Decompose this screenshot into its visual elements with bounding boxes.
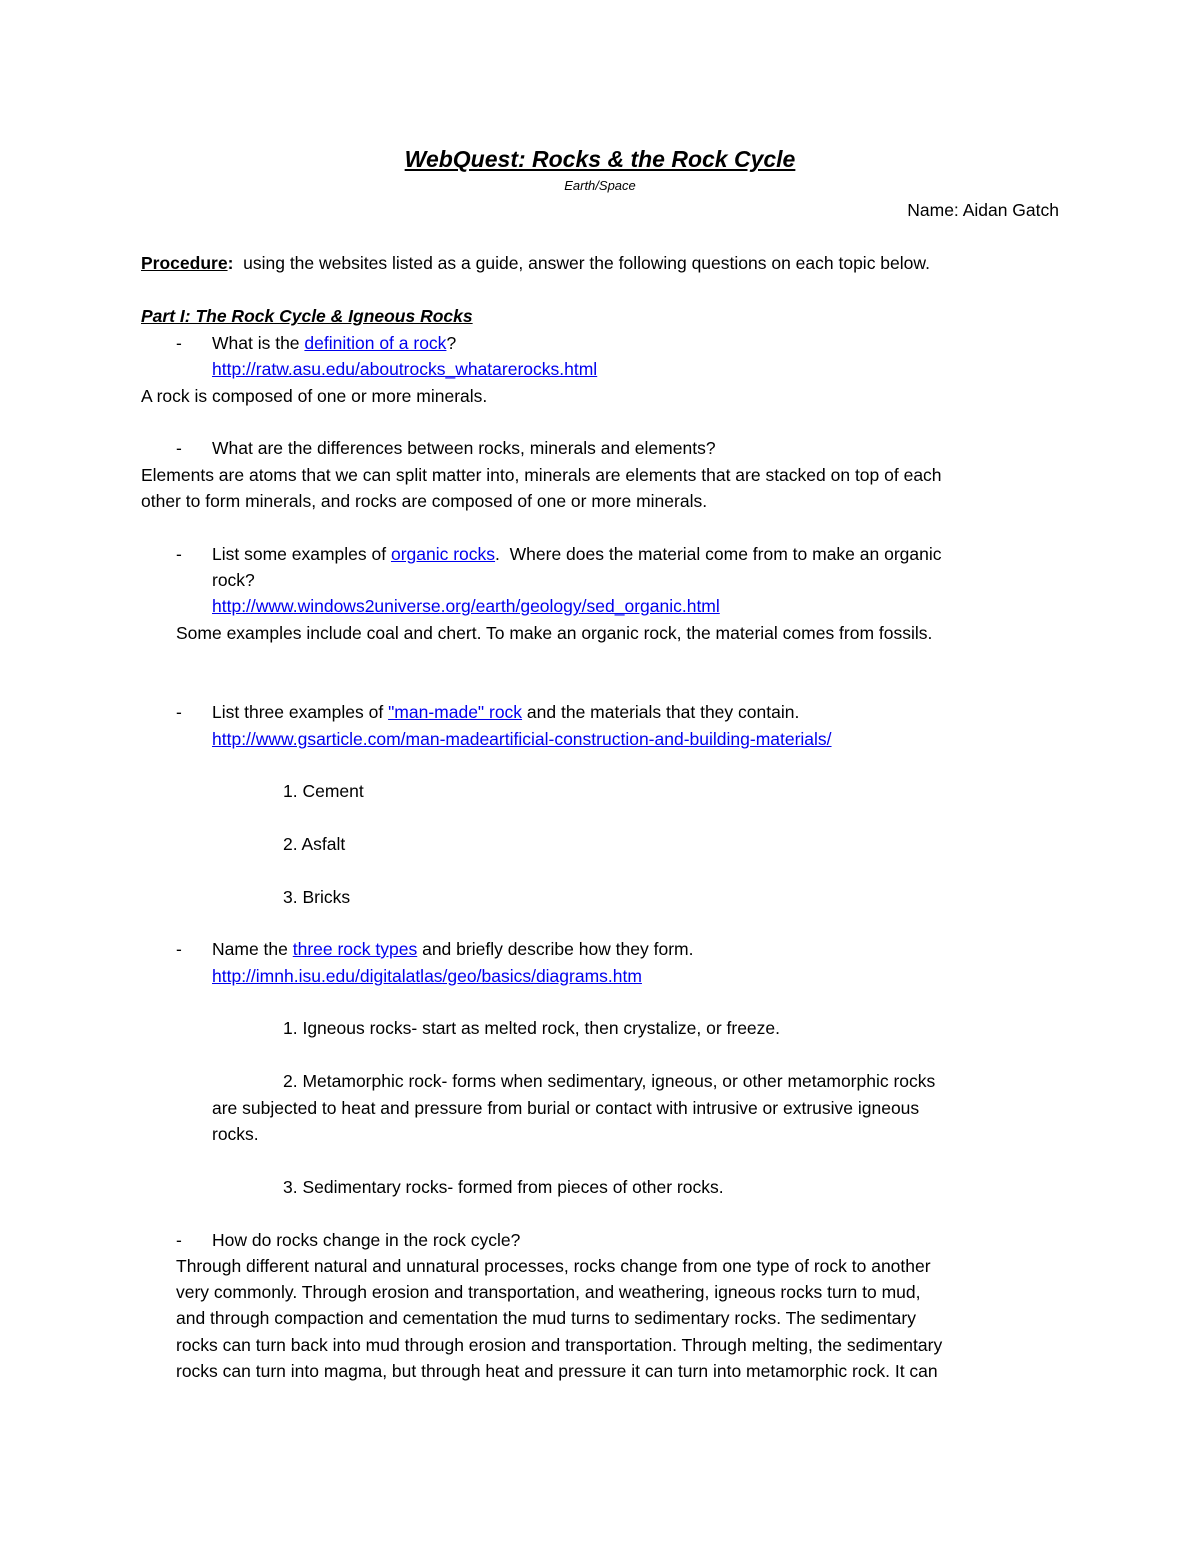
q5-post: and briefly describe how they form.: [417, 939, 694, 959]
q1-pre: What is the: [212, 333, 305, 353]
q3-bullet: -: [176, 544, 182, 564]
q4-bullet: -: [176, 702, 182, 722]
q6-answer-line: very commonly. Through erosion and transportation, and weathering, igneous rocks turn to mud,: [176, 1282, 921, 1302]
student-name: Name: Aidan Gatch: [907, 200, 1059, 220]
q6-answer-line: Through different natural and unnatural processes, rocks change from one type of rock to another: [176, 1256, 931, 1276]
q6-answer-line: rocks can turn into magma, but through heat and pressure it can turn into metamorphic rock. It can: [176, 1361, 938, 1381]
q3-post: . Where does the material come from to make an organic: [495, 544, 942, 564]
q2-answer-line-1: Elements are atoms that we can split matter into, minerals are elements that are stacked on top of each: [141, 465, 942, 485]
q1-answer: A rock is composed of one or more minerals.: [141, 386, 488, 406]
q5-item-2-line-2: are subjected to heat and pressure from burial or contact with intrusive or extrusive igneous: [212, 1098, 920, 1118]
q2-answer-line-2: other to form minerals, and rocks are composed of one or more minerals.: [141, 491, 708, 511]
q4-item-1: 1. Cement: [283, 781, 364, 801]
q5-item-3: 3. Sedimentary rocks- formed from pieces of other rocks.: [283, 1177, 724, 1197]
q3-question-line-2: rock?: [212, 570, 255, 590]
q3-url-link[interactable]: http://www.windows2universe.org/earth/geology/sed_organic.html: [212, 596, 720, 616]
q3-pre: List some examples of: [212, 544, 391, 564]
q5-link[interactable]: three rock types: [292, 939, 418, 959]
q6-bullet: -: [176, 1230, 182, 1250]
q6-answer-line: and through compaction and cementation the mud turns to sedimentary rocks. The sedimentary: [176, 1308, 916, 1328]
q6-answer-line: rocks can turn back into mud through erosion and transportation. Through melting, the sedimentary: [176, 1335, 943, 1355]
q1-link[interactable]: definition of a rock: [304, 333, 447, 353]
q5-item-2-line-3: rocks.: [212, 1124, 259, 1144]
q1-question: [212, 332, 456, 354]
q5-item-2-line-1: 2. Metamorphic rock- forms when sedimentary, igneous, or other metamorphic rocks: [283, 1071, 936, 1091]
q1-bullet: -: [176, 333, 182, 353]
q3-question: [212, 543, 942, 565]
q1-url-link[interactable]: http://ratw.asu.edu/aboutrocks_whatarerocks.html: [212, 359, 598, 379]
procedure-text: using the websites listed as a guide, answer the following questions on each topic below.: [233, 253, 930, 273]
q1-post: ?: [446, 333, 457, 353]
q4-post: and the materials that they contain.: [522, 702, 800, 722]
q3-answer: Some examples include coal and chert. To make an organic rock, the material comes from fossils.: [176, 623, 933, 643]
page-title: WebQuest: Rocks & the Rock Cycle: [404, 146, 796, 172]
q4-item-2: 2. Asfalt: [283, 834, 346, 854]
q5-pre: Name the: [212, 939, 293, 959]
q5-bullet: -: [176, 939, 182, 959]
page-subtitle: Earth/Space: [564, 178, 636, 193]
q4-url-link[interactable]: http://www.gsarticle.com/man-madeartificial-construction-and-building-materials/: [212, 729, 832, 749]
q2-bullet: -: [176, 438, 182, 458]
q4-link[interactable]: "man-made" rock: [388, 702, 523, 722]
procedure-line: [141, 252, 930, 274]
q6-question: How do rocks change in the rock cycle?: [212, 1230, 521, 1250]
q5-item-1: 1. Igneous rocks- start as melted rock, then crystalize, or freeze.: [283, 1018, 781, 1038]
q3-link[interactable]: organic rocks: [390, 544, 496, 564]
q4-pre: List three examples of: [212, 702, 389, 722]
procedure-label: Procedure: [141, 253, 228, 273]
q4-question: [212, 701, 799, 723]
q5-question: [212, 938, 693, 960]
q4-item-3: 3. Bricks: [283, 887, 351, 907]
procedure-colon: :: [227, 253, 234, 273]
part-1-heading: Part I: The Rock Cycle & Igneous Rocks: [141, 306, 473, 326]
q5-url-link[interactable]: http://imnh.isu.edu/digitalatlas/geo/basics/diagrams.htm: [212, 966, 642, 986]
q2-question: What are the differences between rocks, minerals and elements?: [212, 438, 716, 458]
